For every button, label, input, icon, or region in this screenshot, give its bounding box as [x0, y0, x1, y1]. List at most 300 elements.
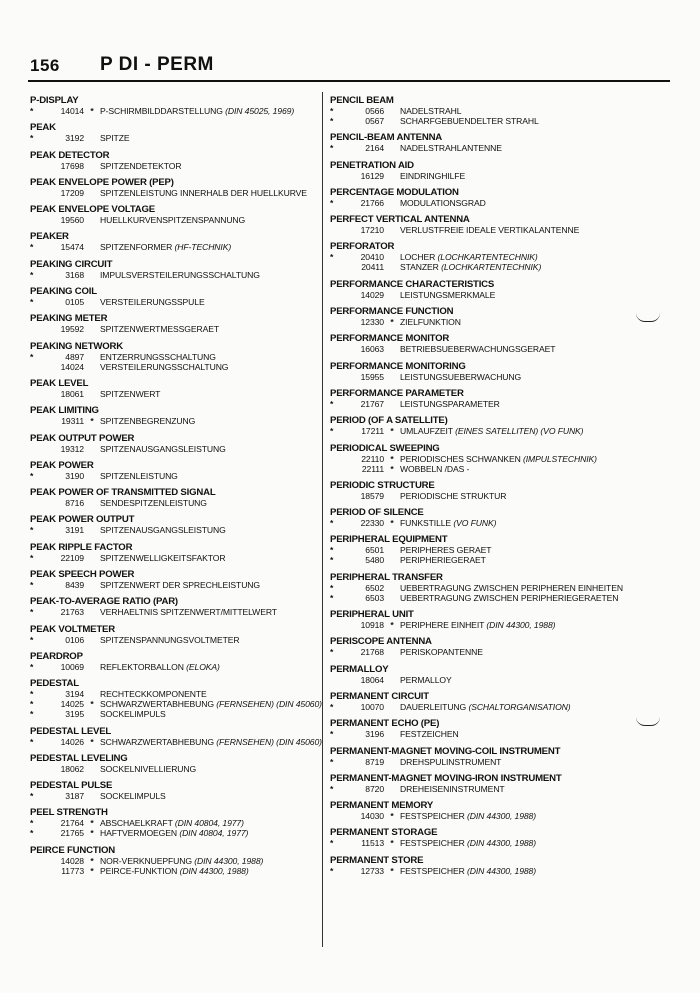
entry-term: PEIRCE FUNCTION [30, 844, 115, 856]
translation-term: IMPULSVERSTEILERUNGSSCHALTUNG [100, 269, 260, 280]
asterisk-mark [384, 647, 400, 657]
translation-term: P-SCHIRMBILDDARSTELLUNG [100, 106, 223, 116]
entry-number: 17210 [360, 225, 384, 236]
translation-row [330, 702, 635, 712]
dictionary-entry [330, 534, 635, 565]
translation-row [30, 791, 335, 801]
translation-text [400, 454, 635, 464]
entry-number: 18064 [360, 674, 384, 685]
asterisk-mark [30, 362, 40, 372]
translation-text [400, 290, 635, 300]
dictionary-entry [330, 388, 635, 409]
asterisk-mark [384, 729, 400, 739]
translation-row [30, 444, 335, 454]
entry-term: PEAKING CIRCUIT [30, 258, 113, 270]
asterisk-mark [84, 389, 100, 399]
translation-text [100, 133, 335, 143]
entry-number: 16063 [360, 344, 384, 355]
translation-term: UEBERTRAGUNG ZWISCHEN PERIPHEREN EINHEITEN [400, 582, 623, 593]
translation-text [400, 317, 635, 327]
asterisk-mark: * [390, 811, 394, 822]
asterisk-mark [330, 491, 340, 501]
entry-number: 21767 [360, 398, 384, 409]
asterisk-mark [384, 593, 400, 603]
entry-term: PERFORATOR [330, 241, 395, 253]
entry-term: PEAK DETECTOR [30, 149, 110, 161]
entry-number: 3192 [65, 133, 84, 144]
dictionary-entry [330, 718, 635, 739]
left-column [30, 95, 335, 882]
translation-text [400, 729, 635, 739]
translation-row [30, 607, 335, 617]
translation-text [400, 545, 635, 555]
asterisk-mark [30, 324, 40, 334]
asterisk-mark: * [30, 552, 34, 563]
asterisk-mark: * [390, 317, 394, 328]
translation-text [100, 791, 335, 801]
asterisk-mark [330, 344, 340, 354]
asterisk-mark [384, 171, 400, 181]
margin-mark [636, 313, 660, 322]
entry-number: 21764 [60, 818, 84, 829]
asterisk-mark [30, 161, 40, 171]
asterisk-mark [84, 215, 100, 225]
entry-number: 14025 [60, 699, 84, 710]
entry-number: 6503 [365, 592, 384, 603]
asterisk-mark: * [330, 426, 334, 437]
translation-row [30, 324, 335, 334]
translation-row [330, 784, 635, 794]
translation-row [30, 699, 335, 709]
translation-term: SPITZENWELLIGKEITSFAKTOR [100, 552, 226, 563]
translation-row [30, 106, 335, 116]
translation-term: SOCKELIMPULS [100, 791, 166, 802]
entry-number: 8716 [65, 498, 84, 509]
entry-number: 3194 [65, 689, 84, 700]
entry-term: PEAK ENVELOPE POWER (PEP) [30, 176, 174, 188]
entry-number: 16129 [360, 170, 384, 181]
translation-term: FESTSPEICHER [400, 838, 465, 849]
dictionary-entry [30, 569, 335, 590]
translation-text [100, 709, 335, 719]
entry-term: PERIPHERAL TRANSFER [330, 571, 443, 583]
dictionary-entry [30, 231, 335, 252]
translation-term: SPITZENWERT DER SPRECHLEISTUNG [100, 580, 260, 591]
right-column [330, 95, 635, 882]
translation-text [400, 171, 635, 181]
entry-number: 3190 [65, 470, 84, 481]
translation-term: SPITZENBEGRENZUNG [100, 416, 196, 427]
translation-row [30, 580, 335, 590]
translation-row [330, 647, 635, 657]
entry-term: PERFORMANCE PARAMETER [330, 387, 464, 399]
asterisk-mark [384, 225, 400, 235]
asterisk-mark [30, 188, 40, 198]
subject-note: (EINES SATELLITEN) (VO FUNK) [455, 426, 584, 437]
entry-term: PEAK OUTPUT POWER [30, 432, 135, 444]
dictionary-entry [30, 753, 335, 774]
translation-term: SPITZE [100, 133, 130, 144]
entry-number: 10918 [360, 620, 384, 631]
translation-row [30, 818, 335, 828]
translation-text [100, 856, 335, 866]
translation-term: FESTSPEICHER [400, 865, 465, 876]
subject-note: (DIN 40804, 1977) [179, 828, 249, 839]
dictionary-entry [30, 259, 335, 280]
subject-note: (FERNSEHEN) (DIN 45060) [216, 699, 322, 710]
entry-number: 10069 [60, 661, 84, 672]
asterisk-mark: * [330, 756, 334, 767]
asterisk-mark [384, 555, 400, 565]
subject-note: (LOCHKARTENTECHNIK) [437, 252, 538, 263]
translation-term: SPITZENFORMER [100, 242, 173, 253]
asterisk-mark [330, 464, 340, 474]
asterisk-mark [84, 553, 100, 563]
asterisk-mark: * [330, 398, 334, 409]
asterisk-mark: * [30, 269, 34, 280]
entry-number: 4897 [65, 351, 84, 362]
dictionary-entry [330, 480, 635, 501]
translation-text [100, 699, 335, 709]
entry-term: PERISCOPE ANTENNA [330, 636, 432, 648]
dictionary-entry [330, 333, 635, 354]
translation-text [400, 866, 635, 876]
entry-term: PEAK POWER OUTPUT [30, 514, 135, 526]
asterisk-mark [84, 188, 100, 198]
entry-term: PERMANENT MEMORY [330, 800, 434, 812]
asterisk-mark: * [90, 828, 94, 839]
translation-term: SPITZENDETEKTOR [100, 160, 182, 171]
entry-number: 0105 [65, 297, 84, 308]
translation-text [100, 324, 335, 334]
translation-row [30, 270, 335, 280]
asterisk-mark: * [330, 518, 334, 529]
entry-number: 0106 [65, 634, 84, 645]
entry-term: PENCIL-BEAM ANTENNA [330, 132, 443, 144]
translation-row [30, 866, 335, 876]
translation-term: VERSTEILERUNGSSPULE [100, 297, 205, 308]
translation-row [330, 866, 635, 876]
entry-term: PERIODIC STRUCTURE [330, 479, 435, 491]
entry-term: PEDESTAL PULSE [30, 780, 113, 792]
subject-note: (DIN 40804, 1977) [174, 818, 244, 829]
translation-row [330, 252, 635, 262]
asterisk-mark: * [330, 252, 334, 263]
dictionary-entry [30, 405, 335, 426]
translation-term: VERHAELTNIS SPITZENWERT/MITTELWERT [100, 607, 277, 618]
asterisk-mark [84, 635, 100, 645]
entry-number: 19592 [60, 324, 84, 335]
entry-term: PEAK ENVELOPE VOLTAGE [30, 204, 155, 216]
translation-row [330, 620, 635, 630]
dictionary-entry [30, 177, 335, 198]
entry-number: 14024 [60, 361, 84, 372]
translation-row [30, 242, 335, 252]
asterisk-mark [84, 709, 100, 719]
translation-text [100, 525, 335, 535]
translation-term: SPITZENAUSGANGSLEISTUNG [100, 525, 226, 536]
dictionary-entry [330, 773, 635, 794]
translation-row [330, 225, 635, 235]
dictionary-entry [30, 678, 335, 719]
translation-term: MODULATIONSGRAD [400, 197, 486, 208]
translation-term: PEIRCE-FUNKTION [100, 865, 178, 876]
subject-note: (DIN 44300, 1988) [467, 838, 537, 849]
translation-row [330, 106, 635, 116]
asterisk-mark [30, 498, 40, 508]
asterisk-mark: * [90, 106, 94, 116]
entry-number: 22109 [60, 552, 84, 563]
dictionary-entry [30, 487, 335, 508]
asterisk-mark: * [390, 620, 394, 631]
translation-row [330, 675, 635, 685]
entry-term: PENCIL BEAM [330, 95, 394, 106]
translation-text [400, 518, 635, 528]
translation-term: DAUERLEITUNG [400, 701, 467, 712]
entry-term: PERIOD (OF A SATELLITE) [330, 415, 448, 427]
translation-term: PERIODISCHES SCHWANKEN [400, 453, 521, 464]
translation-term: ZIELFUNKTION [400, 317, 461, 328]
translation-term: NADELSTRAHL [400, 106, 462, 116]
translation-term: FUNKSTILLE [400, 518, 452, 529]
dictionary-entry [30, 542, 335, 563]
page-header [30, 52, 680, 78]
asterisk-mark: * [90, 818, 94, 829]
asterisk-mark [330, 290, 340, 300]
dictionary-entry [330, 241, 635, 272]
subject-note: (DIN 44300, 1988) [467, 865, 537, 876]
dictionary-entry [330, 664, 635, 685]
asterisk-mark: * [390, 518, 394, 529]
translation-row [330, 838, 635, 848]
entry-number: 2164 [365, 143, 384, 154]
translation-row [330, 555, 635, 565]
asterisk-mark: * [30, 607, 34, 618]
entry-number: 15474 [60, 242, 84, 253]
entry-number: 22110 [361, 453, 384, 464]
subject-note: (DIN 44300, 1988) [194, 855, 264, 866]
entry-term: PEAKING METER [30, 313, 108, 325]
translation-text [400, 593, 635, 603]
translation-text [100, 444, 335, 454]
translation-text [100, 635, 335, 645]
translation-text [400, 198, 635, 208]
entry-term: P-DISPLAY [30, 95, 79, 106]
entry-number: 17698 [60, 160, 84, 171]
dictionary-entry [30, 845, 335, 876]
translation-row [330, 290, 635, 300]
translation-term: EINDRINGHILFE [400, 170, 466, 181]
subject-note: (HF-TECHNIK) [174, 242, 232, 253]
translation-term: NOR-VERKNUEPFUNG [100, 855, 192, 866]
entry-number: 19311 [61, 416, 84, 427]
translation-term: SPITZENLEISTUNG [100, 470, 178, 481]
translation-row [330, 317, 635, 327]
asterisk-mark [384, 675, 400, 685]
translation-term: SPITZENWERT [100, 388, 161, 399]
asterisk-mark [384, 198, 400, 208]
dictionary-entry [30, 204, 335, 225]
asterisk-mark: * [30, 470, 34, 481]
translation-text [400, 555, 635, 565]
asterisk-mark [84, 498, 100, 508]
dictionary-entry [30, 780, 335, 801]
asterisk-mark [84, 270, 100, 280]
entry-number: 21763 [60, 607, 84, 618]
entry-number: 6501 [365, 545, 384, 556]
asterisk-mark: * [330, 116, 334, 126]
translation-text [400, 757, 635, 767]
asterisk-mark [384, 344, 400, 354]
entry-number: 3195 [65, 709, 84, 720]
translation-row [330, 344, 635, 354]
dictionary-entry [330, 95, 635, 126]
asterisk-mark [384, 702, 400, 712]
translation-text [400, 491, 635, 501]
translation-term: HUELLKURVENSPITZENSPANNUNG [100, 215, 246, 226]
asterisk-mark: * [30, 661, 34, 672]
translation-term: FESTSPEICHER [400, 811, 465, 822]
translation-row [30, 635, 335, 645]
translation-row [330, 518, 635, 528]
translation-row [30, 416, 335, 426]
translation-row [30, 498, 335, 508]
asterisk-mark: * [90, 736, 94, 747]
dictionary-entry [30, 433, 335, 454]
dictionary-entry [330, 306, 635, 327]
entry-term: PEAK POWER OF TRANSMITTED SIGNAL [30, 487, 216, 499]
asterisk-mark: * [30, 525, 34, 536]
entry-number: 3168 [65, 269, 84, 280]
translation-term: STANZER [400, 262, 439, 273]
asterisk-mark: * [390, 426, 394, 437]
asterisk-mark: * [330, 143, 334, 154]
dictionary-entry [30, 596, 335, 617]
translation-row [330, 198, 635, 208]
asterisk-mark [384, 399, 400, 409]
asterisk-mark: * [30, 828, 34, 839]
dictionary-entry [330, 691, 635, 712]
page-number: 156 [30, 56, 60, 75]
asterisk-mark: * [30, 699, 34, 710]
translation-text [100, 553, 335, 563]
entry-term: PEAK VOLTMETER [30, 623, 115, 635]
entry-number: 18062 [60, 763, 84, 774]
translation-text [100, 818, 335, 828]
translation-row [330, 116, 635, 126]
page-title: P DI - PERM [100, 54, 214, 75]
asterisk-mark [84, 133, 100, 143]
asterisk-mark: * [330, 865, 334, 876]
asterisk-mark: * [90, 855, 94, 866]
translation-row [30, 188, 335, 198]
entry-term: PEAK LIMITING [30, 405, 99, 417]
asterisk-mark [84, 352, 100, 362]
asterisk-mark: * [30, 689, 34, 700]
translation-text [100, 737, 335, 747]
translation-term: PERISKOPANTENNE [400, 647, 483, 658]
asterisk-mark [84, 580, 100, 590]
asterisk-mark [384, 784, 400, 794]
asterisk-mark: * [30, 242, 34, 253]
translation-term: PERMALLOY [400, 674, 452, 685]
translation-text [400, 252, 635, 262]
entry-term: PERIOD OF SILENCE [330, 507, 424, 519]
entry-term: PERFORMANCE FUNCTION [330, 306, 454, 318]
dictionary-entry [330, 443, 635, 474]
entry-term: PERFORMANCE CHARACTERISTICS [330, 278, 495, 290]
translation-term: SPITZENSPANNUNGSVOLTMETER [100, 634, 240, 645]
asterisk-mark [330, 262, 340, 272]
entry-term: PEDESTAL [30, 678, 79, 690]
dictionary-entry [330, 746, 635, 767]
translation-row [30, 709, 335, 719]
translation-row [330, 545, 635, 555]
translation-row [330, 491, 635, 501]
translation-term: SCHWARZWERTABHEBUNG [100, 699, 214, 710]
asterisk-mark: * [390, 453, 394, 464]
asterisk-mark [384, 583, 400, 593]
dictionary-entry [30, 313, 335, 334]
dictionary-entry [330, 361, 635, 382]
translation-text [100, 607, 335, 617]
asterisk-mark [30, 764, 40, 774]
asterisk-mark: * [330, 729, 334, 740]
asterisk-mark [330, 454, 340, 464]
asterisk-mark [384, 116, 400, 126]
entry-term: PERMANENT-MAGNET MOVING-COIL INSTRUMENT [330, 745, 561, 757]
translation-text [400, 344, 635, 354]
entry-number: 21765 [60, 828, 84, 839]
translation-term: WOBBELN /DAS - [400, 463, 470, 474]
asterisk-mark [84, 444, 100, 454]
translation-row [30, 764, 335, 774]
translation-row [330, 593, 635, 603]
entry-term: PERFORMANCE MONITOR [330, 333, 450, 345]
entry-term: PENETRATION AID [330, 159, 414, 171]
dictionary-entry [330, 132, 635, 153]
entry-term: PEAK RIPPLE FACTOR [30, 541, 133, 553]
translation-text [400, 647, 635, 657]
translation-row [30, 662, 335, 672]
translation-text [400, 426, 635, 436]
asterisk-mark: * [30, 106, 34, 116]
asterisk-mark [30, 444, 40, 454]
asterisk-mark [384, 143, 400, 153]
translation-term: RECHTECKKOMPONENTE [100, 689, 207, 700]
translation-text [400, 838, 635, 848]
entry-term: PERMANENT STORAGE [330, 827, 438, 839]
translation-row [330, 583, 635, 593]
asterisk-mark [384, 372, 400, 382]
translation-row [30, 856, 335, 866]
entry-number: 14029 [360, 289, 384, 300]
translation-term: PERIPHERIEGERAET [400, 555, 486, 566]
entry-number: 14026 [60, 736, 84, 747]
translation-text [100, 270, 335, 280]
translation-text [100, 471, 335, 481]
subject-note: (ELOKA) [186, 661, 220, 672]
translation-text [100, 242, 335, 252]
dictionary-entry [330, 279, 635, 300]
asterisk-mark: * [390, 838, 394, 849]
asterisk-mark: * [390, 865, 394, 876]
header-rule [28, 80, 670, 82]
asterisk-mark: * [330, 701, 334, 712]
entry-number: 11513 [361, 838, 384, 849]
translation-term: LEISTUNGSMERKMALE [400, 289, 496, 300]
translation-row [330, 399, 635, 409]
